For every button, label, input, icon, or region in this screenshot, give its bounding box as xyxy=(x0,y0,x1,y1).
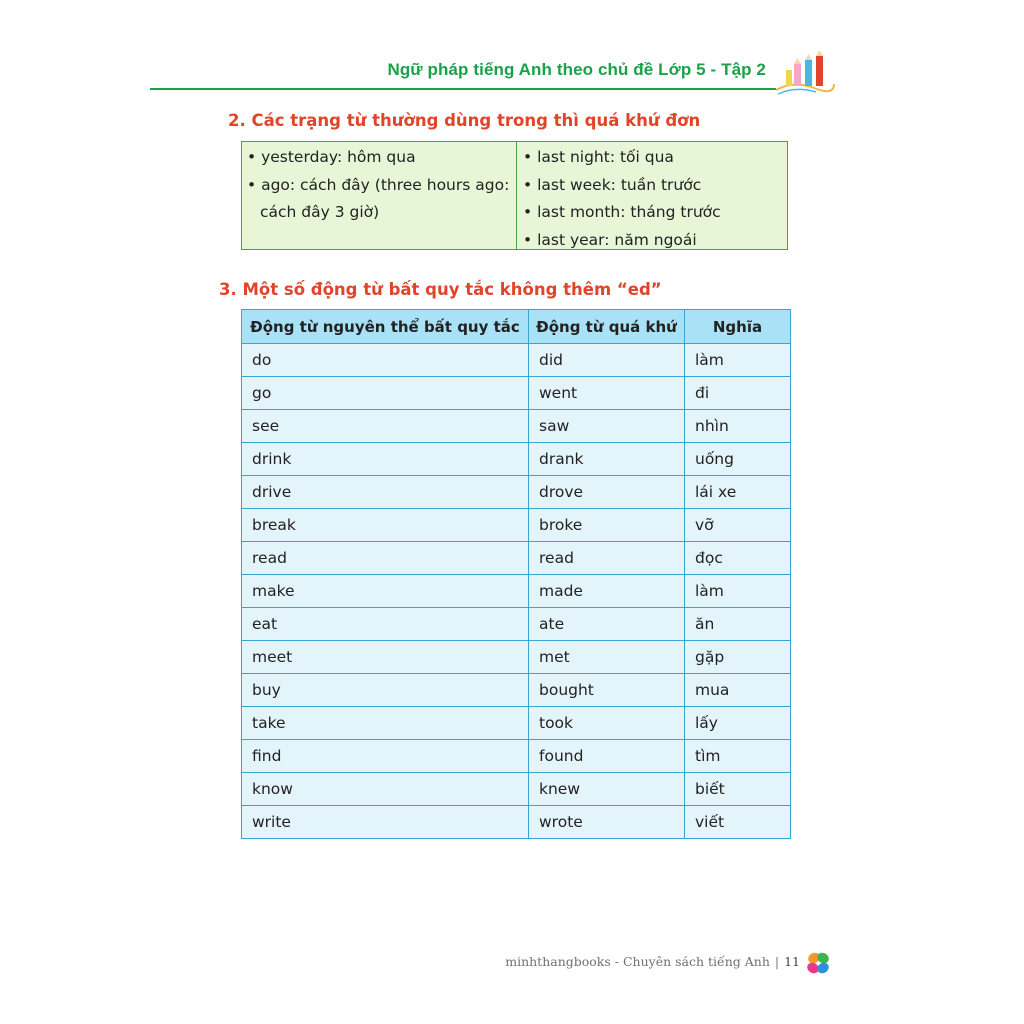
table-row xyxy=(242,344,791,377)
header-past-form: Động từ quá khứ xyxy=(529,310,685,344)
cell-past-form: made xyxy=(529,575,685,608)
section-3-title: 3. Một số động từ bất quy tắc không thêm “ed” xyxy=(219,280,662,299)
header-title: Ngữ pháp tiếng Anh theo chủ đề Lớp 5 - Tập 2 xyxy=(387,60,766,79)
cell-base-form: go xyxy=(242,377,529,410)
header-meaning: Nghĩa xyxy=(685,310,791,344)
adverb-item: • last week: tuần trước xyxy=(523,175,702,194)
cell-meaning: đọc xyxy=(685,542,791,575)
cell-base-form: take xyxy=(242,707,529,740)
cell-meaning: lấy xyxy=(685,707,791,740)
cell-past-form: saw xyxy=(529,410,685,443)
cell-meaning: nhìn xyxy=(685,410,791,443)
cell-past-form: knew xyxy=(529,773,685,806)
table-row xyxy=(242,476,791,509)
table-row xyxy=(242,377,791,410)
publisher-logo-icon xyxy=(806,951,830,975)
table-row xyxy=(242,410,791,443)
table-row xyxy=(242,674,791,707)
adverb-item: • last month: tháng trước xyxy=(523,203,721,221)
cell-base-form: know xyxy=(242,773,529,806)
cell-past-form: bought xyxy=(529,674,685,707)
cell-meaning: lái xe xyxy=(685,476,791,509)
cell-base-form: drive xyxy=(242,476,529,509)
adverbs-box xyxy=(241,141,788,250)
cell-past-form: found xyxy=(529,740,685,773)
cell-meaning: làm xyxy=(685,575,791,608)
table-row xyxy=(242,542,791,575)
cell-base-form: meet xyxy=(242,641,529,674)
cell-past-form: wrote xyxy=(529,806,685,839)
table-header-row xyxy=(242,310,791,344)
table-row xyxy=(242,443,791,476)
table-row xyxy=(242,608,791,641)
cell-meaning: viết xyxy=(685,806,791,839)
cell-past-form: did xyxy=(529,344,685,377)
cell-past-form: took xyxy=(529,707,685,740)
irregular-verbs-table xyxy=(241,309,791,839)
cell-base-form: do xyxy=(242,344,529,377)
footer-separator: | xyxy=(774,954,780,969)
cell-base-form: make xyxy=(242,575,529,608)
footer xyxy=(500,954,800,969)
table-row xyxy=(242,641,791,674)
adverbs-left-column xyxy=(242,142,517,249)
cell-base-form: see xyxy=(242,410,529,443)
cell-meaning: gặp xyxy=(685,641,791,674)
cell-past-form: read xyxy=(529,542,685,575)
adverb-item: • last year: năm ngoái xyxy=(523,230,697,249)
cell-base-form: buy xyxy=(242,674,529,707)
cell-past-form: drank xyxy=(529,443,685,476)
table-row xyxy=(242,509,791,542)
adverbs-right-column xyxy=(517,142,787,249)
pencils-icon xyxy=(774,50,836,96)
adverb-item: • ago: cách đây (three hours ago: cách đây 3 giờ) xyxy=(247,175,510,221)
table-row xyxy=(242,575,791,608)
adverb-item: • yesterday: hôm qua xyxy=(247,148,416,166)
cell-base-form: read xyxy=(242,542,529,575)
section-2-title: 2. Các trạng từ thường dùng trong thì quá khứ đơn xyxy=(228,111,701,130)
table-row xyxy=(242,740,791,773)
table-row xyxy=(242,773,791,806)
header-divider xyxy=(150,88,776,90)
page-number: 11 xyxy=(784,954,800,969)
cell-meaning: tìm xyxy=(685,740,791,773)
cell-meaning: đi xyxy=(685,377,791,410)
cell-meaning: vỡ xyxy=(685,509,791,542)
footer-publisher: minhthangbooks - Chuyên sách tiếng Anh xyxy=(505,954,770,969)
cell-base-form: find xyxy=(242,740,529,773)
adverb-item: • last night: tối qua xyxy=(523,148,674,166)
cell-past-form: drove xyxy=(529,476,685,509)
cell-base-form: break xyxy=(242,509,529,542)
header-base-form: Động từ nguyên thể bất quy tắc xyxy=(242,310,529,344)
cell-base-form: write xyxy=(242,806,529,839)
cell-base-form: eat xyxy=(242,608,529,641)
cell-past-form: met xyxy=(529,641,685,674)
table-row xyxy=(242,707,791,740)
cell-meaning: mua xyxy=(685,674,791,707)
cell-meaning: biết xyxy=(685,773,791,806)
cell-meaning: ăn xyxy=(685,608,791,641)
table-row xyxy=(242,806,791,839)
cell-meaning: uống xyxy=(685,443,791,476)
cell-meaning: làm xyxy=(685,344,791,377)
cell-base-form: drink xyxy=(242,443,529,476)
cell-past-form: ate xyxy=(529,608,685,641)
cell-past-form: went xyxy=(529,377,685,410)
cell-past-form: broke xyxy=(529,509,685,542)
